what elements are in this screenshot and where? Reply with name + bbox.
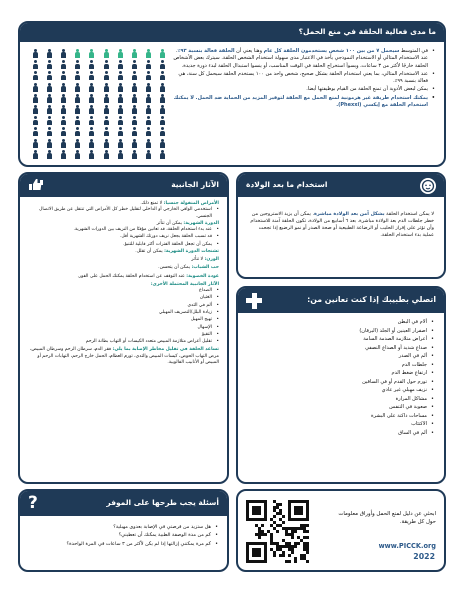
effectiveness-section (18, 21, 446, 167)
side-effect-fertility: عودة الخصوبة: عند التوقف عن استخدام الحلقة يمكنك الحمل على الفور. (77, 273, 219, 279)
list-item: • ارتفاع ضغط الدم (248, 370, 434, 378)
list-item: • يمكن أن تجعل الحلقة الفترات أكثر قابلية للتنبؤ. (28, 242, 219, 248)
person-icon-pregnant (159, 49, 166, 58)
person-icon (103, 71, 110, 80)
person-icon (60, 71, 67, 80)
person-icon (60, 94, 67, 103)
side-effect-period: الدورة الشهرية: يمكن أن تتأثر (156, 220, 219, 226)
person-icon (60, 49, 67, 58)
person-icon-pregnant (131, 49, 138, 58)
list-item: • استخدمي الواقي الخارجي أو الداخلي لتقليل خطر كل الأمراض التي تنتقل عن طريق الاتصال الجنسي. (28, 207, 219, 220)
list-item: • هل ستزيد من فرصتي في الإصابة بعدوى مهبلية؟ (29, 524, 218, 531)
list-item: • زيادة البلل/التصريف المهبلي (28, 310, 219, 316)
person-icon (159, 94, 166, 103)
person-icon (131, 127, 138, 136)
person-icon (88, 105, 95, 114)
list-item: • اصفرار العينين أو الجلد (اليرقان) (248, 328, 434, 336)
question-mark-icon: ? (28, 493, 38, 513)
effectiveness-point-2: • عند الاستخدام المثالي، بما يعني استخدام الحلقة بشكل صحيح، شخص واحد من ١٠٠ يستخدم الحلقة سيحمل كل سنة، هي فعالة بنسبة ٩٩٪. (173, 71, 435, 86)
person-icon (145, 60, 152, 69)
baby-icon (420, 178, 436, 194)
questions-section (18, 489, 229, 572)
questions-header (20, 491, 227, 516)
person-icon-pregnant (145, 49, 152, 58)
person-icon (32, 105, 39, 114)
person-icon (117, 116, 124, 125)
person-icon (74, 60, 81, 69)
person-icon (46, 60, 53, 69)
contact-header (238, 288, 444, 313)
person-icon (159, 71, 166, 80)
list-item: • نزيف مهبلي غير عادي (248, 387, 434, 395)
person-icon (60, 127, 67, 136)
list-item: • ألم في الصدر (248, 353, 434, 361)
person-icon (60, 150, 67, 159)
list-item: • تورم حول القدم أو في الساقين (248, 379, 434, 387)
person-icon (159, 83, 166, 92)
person-icon (60, 83, 67, 92)
effectiveness-text (173, 48, 435, 110)
list-item: • تهيج المهبل (28, 317, 219, 323)
person-icon (46, 105, 53, 114)
list-item: • الاكتئاب (248, 421, 434, 429)
footer-section (236, 489, 446, 572)
person-icon (103, 116, 110, 125)
person-icon (131, 105, 138, 114)
person-icon (32, 71, 39, 80)
person-icon (60, 116, 67, 125)
side-effect-cramps: تشنجات الدورة الشهرية: يمكن أن تقلل. (135, 248, 219, 254)
person-icon (32, 116, 39, 125)
person-icon (131, 139, 138, 148)
person-icon (159, 127, 166, 136)
person-icon (103, 83, 110, 92)
person-icon (159, 150, 166, 159)
list-item: • مساحات داكنة على البشرة (248, 413, 434, 421)
person-icon (145, 127, 152, 136)
person-icon (131, 116, 138, 125)
person-icon (88, 116, 95, 125)
side-effect-sti: الأمراض المنقولة جنسيا: لا تمنع ذلك. (140, 201, 219, 206)
list-item: • أعراض متلازمة الصدمة السامة (248, 336, 434, 344)
person-icon (103, 127, 110, 136)
person-icon (88, 94, 95, 103)
side-effect-acne: حب الشباب: يمكن أن يتحسن. (158, 265, 219, 271)
person-icon (131, 83, 138, 92)
list-item: • عند بدء استخدام الحلقة، قد تعانين مؤقتًا من النزيف بين الدورات الشهرية. (28, 227, 219, 233)
person-icon (32, 150, 39, 159)
person-icon-pregnant (103, 49, 110, 58)
person-icon (131, 60, 138, 69)
other-effects-list (28, 288, 219, 345)
list-item: • جلطات الدم (248, 362, 434, 370)
list-item: • مشاكل المرارة (248, 396, 434, 404)
person-icon (74, 127, 81, 136)
person-icon (88, 71, 95, 80)
person-icon (88, 127, 95, 136)
list-item: • تقليل أعراض متلازمة المبيض متعدد الكيسات أو التهاب بطانة الرحم (28, 339, 219, 345)
list-item: • قد تسبب الحلقة بجعل نزيف دورتك الشهرية أقل. (28, 234, 219, 240)
list-item: • ألم في الثدي (28, 303, 219, 309)
person-icon (103, 105, 110, 114)
side-effect-other: الآثار الجانبية المحتملة الأخرى: (150, 281, 219, 287)
medical-cross-icon (246, 293, 262, 309)
list-item: • ألم في الساق (248, 430, 434, 438)
person-icon (88, 60, 95, 69)
person-icon (117, 71, 124, 80)
footer-year: 2022 (413, 552, 435, 561)
person-icon (46, 94, 53, 103)
person-icon (145, 83, 152, 92)
person-icon (46, 71, 53, 80)
side-effect-weight: الوزن: لا تتأثر (191, 257, 219, 263)
person-icon (117, 139, 124, 148)
person-icon (117, 127, 124, 136)
postpartum-text: لا يمكن استخدام الحلقة بشكل آمن بعد الولادة مباشرة. يمكن أن يزيد الاستروجين من خطر جلطات الدم بعد الولادة مباشرة. بعد ٦ أسابيع من الولادة، تكون الحلقة آمنة للاستخدام وأن تؤثر على إفراز الحليب أو الرضاعة الطبيعية أو صحة الصدر أو نمو الرضيع إذا تجحت عملية بدء استخدام الحلقة. (250, 211, 434, 239)
person-icon (159, 105, 166, 114)
list-item: • ألام في البطن (248, 319, 434, 327)
person-icon (159, 139, 166, 148)
person-icon (88, 83, 95, 92)
person-icon (46, 150, 53, 159)
person-icon (46, 116, 53, 125)
person-icon (60, 105, 67, 114)
person-icon (131, 94, 138, 103)
person-icon (32, 94, 39, 103)
effectiveness-point-4: • يمكنك استخدام طريقة غير هرمونية لمنع الحمل مع الحلقة لتوفير المزيد من الحماية ضد الحمل. لا يمكنك استخدام الحلقة مع إيكسي (Phexxi). (173, 95, 435, 110)
person-icon (131, 150, 138, 159)
postpartum-header (238, 174, 444, 197)
list-item: • الإسهال (28, 325, 219, 331)
person-icon (145, 94, 152, 103)
effectiveness-title: ما مدى فعالية الحلقة في منع الحمل؟ (298, 27, 436, 37)
person-icon (145, 71, 152, 80)
person-icon (32, 83, 39, 92)
list-item: • كم مرة يمكنني إزالتها إذا لم يكن لأكثر من ٣ ساعات في المرة الواحدة؟ (29, 541, 218, 548)
list-item: • صداع شديد أو الصداع النصفي (248, 345, 434, 353)
figure-grid (28, 48, 170, 160)
effectiveness-point-3: • يمكن لبعض الأدوية أن تمنع الحلقة من القيام بوظيفتها أيضا. (173, 86, 435, 93)
person-icon (103, 150, 110, 159)
person-icon (131, 71, 138, 80)
person-icon (46, 139, 53, 148)
person-icon (46, 83, 53, 92)
list-item: • الغثيان (28, 295, 219, 301)
list-item: • كم من مدة الوصفة الطبية يمكنك أن تعطيني؟ (29, 532, 218, 539)
side-effects-header (20, 174, 227, 197)
postpartum-section (236, 172, 446, 279)
questions-title: أسئلة يجب طرحها على الموفر (106, 498, 219, 508)
list-item: • التقيؤ (28, 332, 219, 338)
person-icon (117, 105, 124, 114)
effectiveness-point-1: • في المتوسط سيحمل ٧ من بين ١٠٠ شخص يستخدمون الحلقة كل عام وهنا يعني أن الحلقة فعالة بنسبة ٩٣٪. عند الاستخدام المثالي أو الاستخدام النموذجي يأخذ في الاعتبار مدى سهولة استخدام الشخص الحلقة. سيترك بعض الأشخاص الحلقة خارجًا لأكثر من ٣ ساعات، ويسوأ استخراج الحلقة في الوقت المناسب، أو ينسوا استبدال الحلقة لبدء دورة جديدة. (173, 48, 435, 70)
person-icon (103, 139, 110, 148)
person-icon (32, 139, 39, 148)
person-icon (32, 60, 39, 69)
person-icon (145, 105, 152, 114)
person-icon (74, 83, 81, 92)
person-icon (117, 60, 124, 69)
person-icon (74, 116, 81, 125)
person-icon (74, 94, 81, 103)
person-icon (74, 150, 81, 159)
person-icon (46, 127, 53, 136)
person-icon (60, 60, 67, 69)
footer-url[interactable]: www.PICCK.org (378, 542, 436, 550)
person-icon (117, 83, 124, 92)
side-effect-risk-reduction: تساعد الحلقة في تقليل مخاطر الإصابة بما يلي: فقر الدم، سرطان الرحم وسرطان المبيض، مرض التهاب الحوض، كيسات المبيض والثدي، تورم العظام، الحمل خارج الرحم، التهابات الرحم أو المبيض أو الأنابيب الفالوبية. (29, 347, 219, 365)
qr-code-icon[interactable] (246, 500, 309, 563)
person-icon (117, 94, 124, 103)
person-icon (32, 127, 39, 136)
person-icon (159, 116, 166, 125)
contact-list (238, 313, 444, 437)
person-icon (103, 60, 110, 69)
person-icon (74, 105, 81, 114)
person-icon-pregnant (88, 49, 95, 58)
person-icon-pregnant (117, 49, 124, 58)
contact-title: اتصلي بطبيبك إذا كنت تعانين من: (307, 295, 436, 305)
person-icon (159, 60, 166, 69)
thumbs-up-down-icon (28, 178, 46, 193)
sti-list (28, 207, 219, 220)
person-icon (32, 49, 39, 58)
person-icon (145, 150, 152, 159)
questions-list (20, 516, 227, 548)
side-effects-title: الآثار الجانبية (171, 180, 219, 190)
person-icon (103, 94, 110, 103)
contact-section (236, 286, 446, 484)
person-icon (46, 49, 53, 58)
person-icon (60, 139, 67, 148)
person-icon-pregnant (74, 49, 81, 58)
postpartum-title: استخدام ما بعد الولادة (246, 180, 328, 190)
person-icon (74, 139, 81, 148)
person-icon (74, 71, 81, 80)
side-effects-body (20, 197, 227, 370)
person-icon (145, 116, 152, 125)
effectiveness-header (20, 23, 444, 42)
list-item: • الصداع (28, 288, 219, 294)
side-effects-section (18, 172, 229, 484)
period-list (28, 227, 219, 248)
footer-text: ابحثي عن دليل لمنع الحمل وأوراق معلومات حول كل طريقة. (338, 511, 436, 525)
person-icon (88, 139, 95, 148)
person-icon (145, 139, 152, 148)
person-icon (88, 150, 95, 159)
person-icon (117, 150, 124, 159)
list-item: • صعوبة في التنفس (248, 404, 434, 412)
